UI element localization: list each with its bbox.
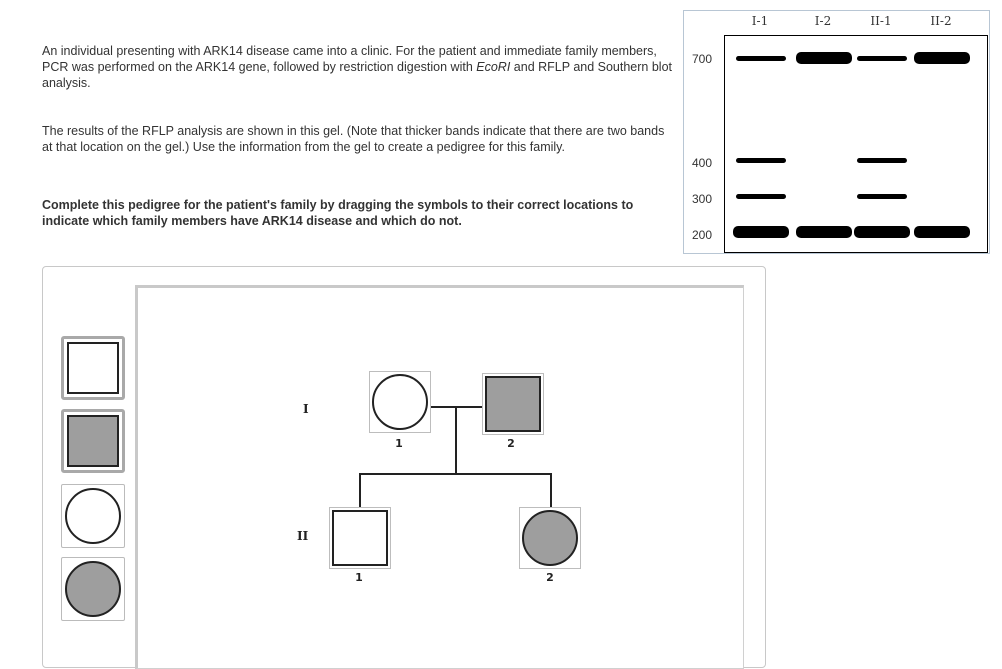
gel-band-I-1-200 [733, 226, 789, 238]
palette-affected-female[interactable] [61, 557, 125, 621]
lane-label-I-2: I-2 [814, 14, 832, 28]
gel-band-II-1-400 [857, 158, 907, 163]
filled-square-icon [485, 376, 541, 432]
question-gel-note-text: The results of the RFLP analysis are shown in this gel. (Note that thicker bands indicate that there are two bands at that location on the gel.) Use the information from the gel to create a pedigree for this family. [42, 124, 665, 154]
size-marker-400: 400 [692, 156, 713, 170]
gel-band-II-1-300 [857, 194, 907, 199]
individual-number-I-1: 1 [395, 437, 403, 450]
palette-unaffected-male[interactable] [61, 336, 125, 400]
child-line-II-1 [359, 473, 361, 509]
gel-lanes-area [724, 35, 988, 253]
rflp-gel [683, 10, 990, 254]
circle-icon [65, 488, 121, 544]
enzyme-name: EcoRI [476, 60, 511, 74]
gel-band-II-2-200 [914, 226, 970, 238]
lane-label-II-1: II-1 [870, 14, 892, 28]
gel-band-II-1-700 [857, 56, 907, 61]
descent-line [455, 407, 457, 474]
square-icon [332, 510, 388, 566]
lane-label-II-2: II-2 [930, 14, 952, 28]
size-marker-300: 300 [692, 192, 713, 206]
gel-band-I-2-700 [796, 52, 852, 64]
pedigree-slot-II-2[interactable] [519, 507, 581, 569]
circle-icon [372, 374, 428, 430]
question-instruction [42, 197, 672, 229]
question-intro [42, 43, 672, 91]
question-gel-note [42, 123, 672, 155]
gel-band-II-1-200 [854, 226, 910, 238]
gel-band-II-2-700 [914, 52, 970, 64]
generation-label-I: I [303, 402, 309, 416]
gel-band-I-2-200 [796, 226, 852, 238]
size-marker-700: 700 [692, 52, 713, 66]
gel-band-I-1-700 [736, 56, 786, 61]
pedigree-slot-II-1[interactable] [329, 507, 391, 569]
filled-circle-icon [522, 510, 578, 566]
pedigree-slot-I-1[interactable] [369, 371, 431, 433]
filled-square-icon [67, 415, 119, 467]
size-marker-200: 200 [692, 228, 713, 242]
individual-number-II-1: 1 [355, 571, 363, 584]
generation-label-II: II [297, 529, 309, 543]
mating-line [430, 406, 484, 408]
child-line-II-2 [550, 473, 552, 509]
question-instruction-text: Complete this pedigree for the patient's family by dragging the symbols to their correct locations to indicate which family members have ARK14 disease and which do not. [42, 198, 634, 228]
filled-circle-icon [65, 561, 121, 617]
pedigree-canvas[interactable] [135, 285, 744, 669]
palette-affected-male[interactable] [61, 409, 125, 473]
sibship-line [359, 473, 551, 475]
pedigree-slot-I-2[interactable] [482, 373, 544, 435]
question-intro-text: An individual presenting with ARK14 disease came into a clinic. For the patient and immediate family members, PCR was performed on the ARK14 gene, followed by restriction digestion with [42, 44, 657, 74]
gel-band-I-1-300 [736, 194, 786, 199]
lane-label-I-1: I-1 [751, 14, 769, 28]
individual-number-II-2: 2 [546, 571, 554, 584]
palette-unaffected-female[interactable] [61, 484, 125, 548]
individual-number-I-2: 2 [507, 437, 515, 450]
gel-band-I-1-400 [736, 158, 786, 163]
square-icon [67, 342, 119, 394]
question-intro-tail: and RFLP and Southern blot analysis. [42, 60, 673, 90]
